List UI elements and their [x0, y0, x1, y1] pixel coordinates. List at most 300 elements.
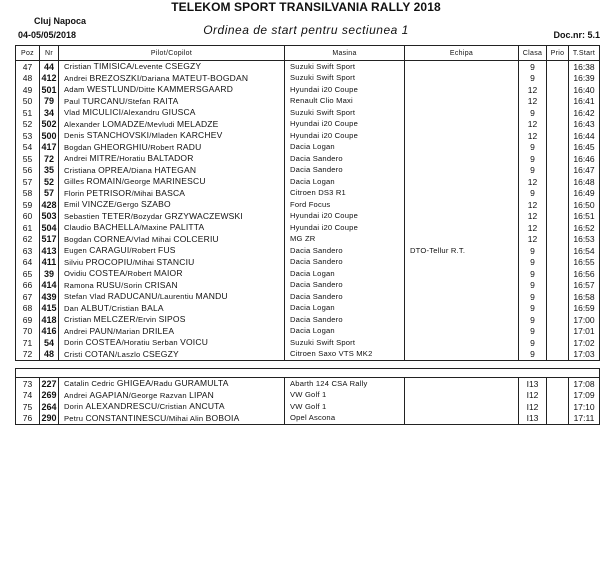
- position-cell: 69: [16, 314, 40, 326]
- driver-last-name: COSTEA: [89, 268, 126, 278]
- position-cell: 47: [16, 61, 40, 73]
- crew-cell: [59, 199, 285, 211]
- priority-cell: [547, 107, 569, 119]
- car-cell: Hyundai i20 Coupe: [285, 211, 405, 223]
- driver-first-name: Stefan Vlad: [64, 292, 108, 301]
- table-row: [16, 280, 600, 292]
- crew-cell: [59, 130, 285, 142]
- start-time-cell: 16:57: [569, 280, 600, 292]
- table-row: [16, 378, 600, 390]
- driver-first-name: Adam: [64, 85, 87, 94]
- driver-last-name: LOMADZE: [102, 118, 145, 129]
- co-driver-last-name: RADU: [176, 141, 202, 152]
- driver-last-name: AGAPIAN: [89, 389, 129, 400]
- table-row: [16, 165, 600, 177]
- position-cell: 55: [16, 153, 40, 165]
- car-cell: Dacia Sandero: [285, 245, 405, 257]
- co-driver-first-name: /Robert: [125, 269, 154, 278]
- position-cell: 66: [16, 280, 40, 292]
- team-cell: [405, 96, 519, 108]
- start-time-cell: 16:52: [569, 222, 600, 234]
- co-driver-last-name: SIPOS: [158, 314, 186, 324]
- driver-last-name: MITRE: [89, 153, 117, 163]
- car-cell: Dacia Sandero: [285, 314, 405, 326]
- start-time-cell: 16:48: [569, 176, 600, 188]
- start-number-cell: 416: [41, 326, 57, 336]
- start-number-cell: 290: [41, 413, 57, 423]
- table-row: [16, 119, 600, 131]
- car-cell: Dacia Logan: [285, 268, 405, 280]
- start-number-cell: 503: [41, 211, 57, 221]
- table-row: [16, 73, 600, 85]
- class-cell: 12: [519, 222, 547, 234]
- start-time-cell: 16:55: [569, 257, 600, 269]
- start-number-cell: 264: [41, 401, 57, 412]
- priority-cell: [547, 61, 569, 73]
- co-driver-first-name: /Maxine: [139, 223, 170, 232]
- table-row: [16, 257, 600, 269]
- priority-cell: [547, 314, 569, 326]
- co-driver-first-name: /Laszlo: [114, 349, 143, 359]
- start-number-cell: 35: [40, 165, 59, 177]
- co-driver-first-name: /Stefan: [125, 96, 154, 106]
- position-cell: 70: [16, 326, 40, 338]
- car-cell: Dacia Sandero: [285, 153, 405, 165]
- start-time-cell: 16:38: [569, 61, 600, 73]
- team-cell: [405, 211, 519, 223]
- driver-first-name: Andrei: [64, 154, 90, 163]
- table-row: [16, 199, 600, 211]
- crew-cell: [59, 153, 285, 165]
- priority-cell: [547, 153, 569, 165]
- position-cell: 56: [16, 165, 40, 177]
- car-cell: Hyundai i20 Coupe: [285, 84, 405, 96]
- table-row: [16, 234, 600, 246]
- class-cell: 9: [519, 165, 547, 177]
- team-cell: [405, 176, 519, 188]
- crew-cell: [59, 176, 285, 188]
- position-cell: 63: [16, 245, 40, 257]
- table-row: [16, 314, 600, 326]
- crew-cell: [59, 390, 285, 402]
- start-number-cell: 79: [40, 96, 59, 108]
- crew-cell: [59, 73, 285, 85]
- driver-first-name: Alexander: [64, 119, 103, 129]
- car-cell: Dacia Sandero: [285, 291, 405, 303]
- crew-cell: [59, 337, 285, 349]
- crew-cell: [59, 257, 285, 269]
- co-driver-first-name: /Ditte: [136, 85, 158, 94]
- position-cell: 75: [16, 401, 40, 413]
- driver-first-name: Cristi: [64, 349, 85, 359]
- co-driver-first-name: /Mevludi: [144, 119, 177, 129]
- co-driver-last-name: MELADZE: [177, 118, 219, 129]
- team-cell: [405, 337, 519, 349]
- driver-first-name: Ramona: [64, 280, 97, 290]
- co-driver-first-name: /Robert: [129, 246, 159, 255]
- co-driver-first-name: /Gergo: [114, 200, 141, 209]
- priority-cell: [547, 165, 569, 177]
- table-row: [16, 96, 600, 108]
- start-number-cell: 54: [40, 337, 59, 349]
- class-cell: 12: [519, 119, 547, 131]
- car-cell: Ford Focus: [285, 199, 405, 211]
- team-cell: [405, 61, 519, 73]
- class-cell: 12: [519, 199, 547, 211]
- car-cell: Dacia Sandero: [285, 165, 405, 177]
- driver-last-name: BREZOSZKI: [89, 72, 140, 83]
- table-row: [16, 211, 600, 223]
- start-number-cell: 415: [41, 303, 57, 313]
- position-cell: 54: [16, 142, 40, 154]
- driver-first-name: Gilles: [64, 177, 87, 186]
- car-cell: VW Golf 1: [285, 401, 405, 413]
- start-time-cell: 16:41: [569, 96, 600, 108]
- start-time-cell: 17:09: [569, 390, 600, 402]
- driver-first-name: Petru: [64, 413, 86, 423]
- team-cell: [405, 73, 519, 85]
- crew-cell: [59, 280, 285, 292]
- co-driver-last-name: GURAMULTA: [174, 378, 229, 388]
- driver-last-name: BACHELLA: [93, 222, 140, 232]
- crew-cell: [59, 401, 285, 413]
- class-cell: 12: [519, 84, 547, 96]
- crew-cell: [59, 222, 285, 234]
- driver-first-name: Cristiana: [64, 165, 99, 175]
- start-number-cell: 44: [40, 61, 59, 73]
- car-cell: Dacia Sandero: [285, 257, 405, 269]
- crew-cell: [59, 326, 285, 338]
- position-cell: 57: [16, 176, 40, 188]
- start-time-cell: 16:58: [569, 291, 600, 303]
- document-title: TELEKOM SPORT TRANSILVANIA RALLY 2018: [171, 0, 441, 14]
- document-subtitle: Ordinea de start pentru sectiunea 1: [203, 23, 409, 37]
- co-driver-first-name: /Robert: [147, 142, 177, 152]
- driver-first-name: Dan: [64, 303, 81, 313]
- class-cell: 12: [519, 234, 547, 246]
- class-cell: 9: [519, 268, 547, 280]
- priority-cell: [547, 280, 569, 292]
- co-driver-first-name: /Vlad Mihai: [131, 234, 174, 244]
- crew-cell: [59, 142, 285, 154]
- co-driver-last-name: CSEGZY: [142, 348, 179, 359]
- co-driver-last-name: MARINESCU: [152, 176, 206, 186]
- car-cell: MG ZR: [285, 234, 405, 246]
- start-number-cell: 500: [41, 130, 57, 141]
- crew-cell: [59, 378, 285, 390]
- car-cell: Suzuki Swift Sport: [285, 107, 405, 119]
- table-row: [16, 337, 600, 349]
- start-number-cell: 34: [40, 107, 59, 119]
- co-driver-last-name: FUS: [158, 245, 176, 255]
- table-row: [16, 413, 600, 425]
- car-cell: Hyundai i20 Coupe: [285, 222, 405, 234]
- driver-last-name: VINCZE: [81, 199, 115, 209]
- table-row: [16, 130, 600, 142]
- start-time-cell: 16:46: [569, 153, 600, 165]
- co-driver-first-name: /George: [121, 177, 153, 186]
- crew-cell: [59, 245, 285, 257]
- class-cell: I13: [519, 378, 547, 390]
- co-driver-last-name: HATEGAN: [154, 164, 197, 175]
- column-header-class: Clasa: [519, 46, 547, 61]
- team-cell: [405, 413, 519, 425]
- start-time-cell: 16:51: [569, 211, 600, 223]
- start-number-cell: 439: [41, 291, 57, 302]
- start-time-cell: 16:47: [569, 165, 600, 177]
- co-driver-first-name: /Alexandru: [121, 108, 162, 117]
- start-time-cell: 16:54: [569, 245, 600, 257]
- co-driver-last-name: MAIOR: [153, 268, 183, 278]
- co-driver-first-name: /Cristian: [109, 303, 142, 313]
- priority-cell: [547, 401, 569, 413]
- table-row: [16, 349, 600, 361]
- co-driver-last-name: MANDU: [195, 291, 228, 301]
- co-driver-last-name: MATEUT-BOGDAN: [172, 72, 249, 83]
- co-driver-last-name: PALITTA: [169, 222, 205, 232]
- position-cell: 64: [16, 257, 40, 269]
- position-cell: 65: [16, 268, 40, 280]
- priority-cell: [547, 96, 569, 108]
- class-cell: 9: [519, 107, 547, 119]
- team-cell: [405, 153, 519, 165]
- start-time-cell: 16:45: [569, 142, 600, 154]
- start-time-cell: 16:43: [569, 119, 600, 131]
- co-driver-first-name: /Levente: [132, 62, 166, 71]
- start-time-cell: 17:08: [569, 378, 600, 390]
- crew-cell: [59, 96, 285, 108]
- start-time-cell: 16:50: [569, 199, 600, 211]
- start-number-cell: 48: [40, 349, 59, 361]
- driver-first-name: Silviu: [64, 257, 86, 267]
- priority-cell: [547, 378, 569, 390]
- position-cell: 73: [16, 378, 40, 390]
- team-cell: [405, 349, 519, 361]
- co-driver-last-name: RAITA: [153, 95, 179, 106]
- crew-cell: [59, 413, 285, 425]
- priority-cell: [547, 337, 569, 349]
- team-cell: [405, 142, 519, 154]
- car-cell: Abarth 124 CSA Rally: [285, 378, 405, 390]
- start-number-cell: 411: [40, 257, 59, 269]
- driver-first-name: Andrei: [64, 73, 90, 83]
- start-number-cell: 39: [40, 268, 59, 280]
- co-driver-last-name: DRILEA: [142, 325, 175, 336]
- crew-cell: [59, 314, 285, 326]
- team-cell: [405, 107, 519, 119]
- table-header-row: [16, 46, 600, 61]
- co-driver-last-name: BOBOIA: [205, 412, 240, 423]
- driver-first-name: Dorin: [64, 338, 86, 347]
- table-row: [16, 107, 600, 119]
- position-cell: 62: [16, 234, 40, 246]
- driver-last-name: CORNEA: [93, 233, 132, 244]
- driver-first-name: Paul: [64, 96, 83, 106]
- driver-last-name: GHIGEA: [116, 378, 152, 388]
- car-cell: Dacia Logan: [285, 303, 405, 315]
- priority-cell: [547, 199, 569, 211]
- driver-first-name: Andrei: [64, 326, 90, 336]
- crew-cell: [59, 107, 285, 119]
- priority-cell: [547, 222, 569, 234]
- team-cell: [405, 188, 519, 200]
- co-driver-first-name: /Mladen: [149, 131, 180, 140]
- co-driver-first-name: /Diana: [128, 165, 155, 175]
- driver-first-name: Ovidiu: [64, 269, 90, 278]
- column-header-nr: Nr: [40, 46, 59, 61]
- class-cell: 12: [519, 130, 547, 142]
- start-number-cell: 72: [40, 153, 59, 165]
- group-separator: [16, 369, 600, 378]
- team-cell: [405, 314, 519, 326]
- priority-cell: [547, 130, 569, 142]
- start-number-cell: 417: [41, 142, 57, 152]
- document-number: Doc.nr: 5.1: [553, 30, 600, 40]
- position-cell: 72: [16, 349, 40, 361]
- class-cell: 9: [519, 61, 547, 73]
- position-cell: 71: [16, 337, 40, 349]
- driver-last-name: TIMISICA: [93, 61, 133, 71]
- team-cell: [405, 378, 519, 390]
- start-number-cell: 418: [41, 314, 57, 325]
- co-driver-first-name: /Radu: [151, 379, 175, 388]
- class-cell: 9: [519, 326, 547, 338]
- class-cell: 9: [519, 153, 547, 165]
- table-row: [16, 390, 600, 402]
- priority-cell: [547, 349, 569, 361]
- start-order-table: [15, 45, 600, 425]
- co-driver-last-name: BALA: [141, 302, 164, 313]
- class-cell: 9: [519, 245, 547, 257]
- co-driver-first-name: /George Razvan: [128, 390, 190, 400]
- car-cell: Hyundai i20 Coupe: [285, 119, 405, 131]
- co-driver-first-name: /Marian: [113, 326, 143, 336]
- position-cell: 67: [16, 291, 40, 303]
- team-cell: [405, 234, 519, 246]
- crew-cell: [59, 61, 285, 73]
- table-row: [16, 188, 600, 200]
- crew-cell: [59, 234, 285, 246]
- car-cell: VW Golf 1: [285, 390, 405, 402]
- driver-first-name: Vlad: [64, 108, 83, 117]
- start-time-cell: 16:53: [569, 234, 600, 246]
- start-number-cell: 501: [41, 84, 57, 95]
- class-cell: 9: [519, 291, 547, 303]
- driver-first-name: Dorin: [64, 402, 86, 411]
- car-cell: Citroen Saxo VTS MK2: [285, 349, 405, 361]
- driver-last-name: ROMAIN: [86, 176, 122, 186]
- co-driver-last-name: KAMMERSGAARD: [157, 84, 234, 94]
- team-cell: [405, 268, 519, 280]
- driver-first-name: Denis: [64, 131, 87, 140]
- driver-first-name: Eugen: [64, 246, 90, 255]
- driver-first-name: Cristian: [64, 62, 94, 71]
- co-driver-first-name: /Mihai Alin: [166, 413, 206, 423]
- start-number-cell: 413: [41, 245, 57, 256]
- co-driver-first-name: /Horatiu Serban: [121, 338, 181, 347]
- priority-cell: [547, 291, 569, 303]
- co-driver-first-name: /Mihai: [132, 257, 157, 267]
- table-row: [16, 176, 600, 188]
- priority-cell: [547, 211, 569, 223]
- team-cell: [405, 401, 519, 413]
- co-driver-last-name: STANCIU: [156, 256, 195, 267]
- co-driver-last-name: COLCERIU: [173, 233, 219, 244]
- driver-last-name: TURCANU: [82, 95, 126, 106]
- driver-first-name: Catalin Cedric: [64, 379, 117, 388]
- driver-last-name: PAUN: [89, 325, 114, 336]
- start-number-cell: 227: [41, 378, 57, 389]
- co-driver-first-name: /Laurentiu: [157, 292, 196, 301]
- car-cell: Dacia Sandero: [285, 280, 405, 292]
- driver-last-name: RUSU: [96, 279, 122, 290]
- class-cell: 9: [519, 337, 547, 349]
- crew-cell: [59, 349, 285, 361]
- crew-cell: [59, 84, 285, 96]
- co-driver-first-name: /Mihai: [131, 188, 156, 198]
- driver-first-name: Andrei: [64, 390, 90, 400]
- priority-cell: [547, 176, 569, 188]
- position-cell: 76: [16, 413, 40, 425]
- column-header-start-time: T.Start: [569, 46, 600, 61]
- position-cell: 50: [16, 96, 40, 108]
- team-cell: [405, 222, 519, 234]
- class-cell: 9: [519, 314, 547, 326]
- table-row: [16, 222, 600, 234]
- position-cell: 68: [16, 303, 40, 315]
- class-cell: 12: [519, 96, 547, 108]
- team-cell: [405, 303, 519, 315]
- start-time-cell: 16:59: [569, 303, 600, 315]
- driver-first-name: Bogdan: [64, 234, 94, 244]
- position-cell: 58: [16, 188, 40, 200]
- co-driver-first-name: /Sorin: [121, 280, 145, 290]
- co-driver-first-name: /Horatiu: [116, 154, 148, 163]
- driver-first-name: Claudio: [64, 223, 94, 232]
- class-cell: 12: [519, 176, 547, 188]
- priority-cell: [547, 84, 569, 96]
- co-driver-first-name: /Bozydar: [130, 211, 165, 221]
- start-time-cell: 17:10: [569, 401, 600, 413]
- priority-cell: [547, 303, 569, 315]
- driver-last-name: OPREA: [98, 164, 129, 175]
- class-cell: 9: [519, 257, 547, 269]
- priority-cell: [547, 257, 569, 269]
- team-cell: [405, 119, 519, 131]
- start-time-cell: 16:42: [569, 107, 600, 119]
- start-time-cell: 17:11: [569, 413, 600, 425]
- team-cell: [405, 257, 519, 269]
- team-cell: DTO-Tellur R.T.: [405, 245, 519, 257]
- table-row: [16, 291, 600, 303]
- driver-last-name: COTAN: [84, 348, 115, 359]
- start-number-cell: 428: [41, 199, 57, 210]
- column-header-team: Echipa: [405, 46, 519, 61]
- driver-first-name: Sebastien: [64, 211, 102, 221]
- position-cell: 74: [16, 390, 40, 402]
- car-cell: Hyundai i20 Coupe: [285, 130, 405, 142]
- co-driver-last-name: CRISAN: [144, 279, 178, 290]
- priority-cell: [547, 413, 569, 425]
- team-cell: [405, 280, 519, 292]
- driver-last-name: STANCHOVSKI: [86, 130, 150, 140]
- position-cell: 53: [16, 130, 40, 142]
- team-cell: [405, 390, 519, 402]
- car-cell: Opel Ascona: [285, 413, 405, 425]
- position-cell: 49: [16, 84, 40, 96]
- table-row: [16, 326, 600, 338]
- priority-cell: [547, 268, 569, 280]
